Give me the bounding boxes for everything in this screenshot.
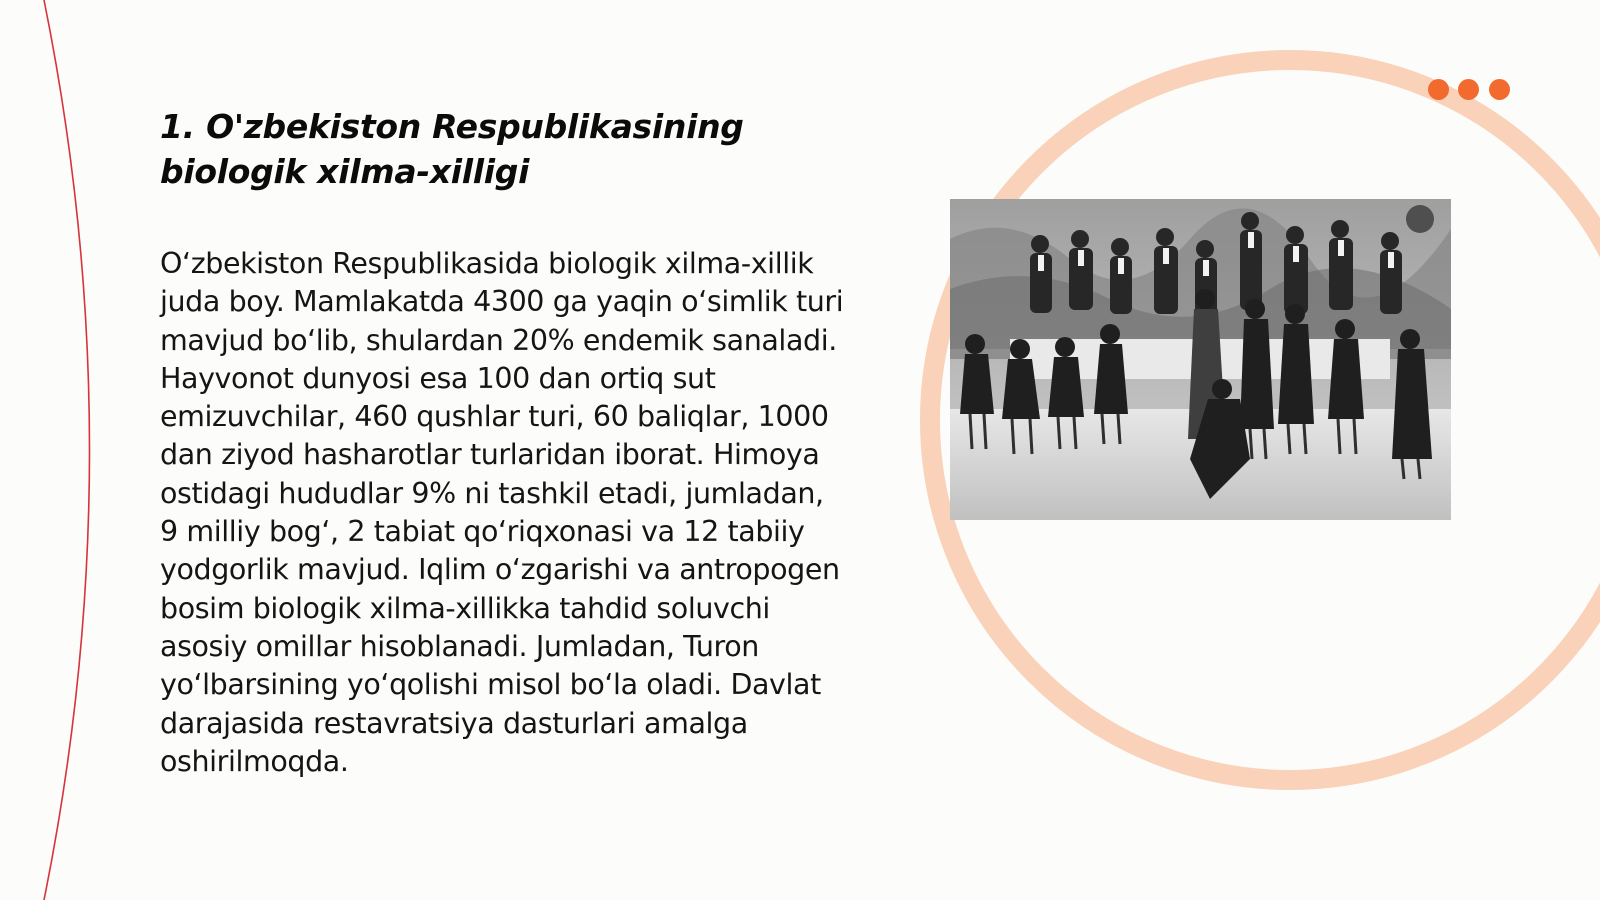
title-line-2: biologik xilma-xilligi bbox=[160, 152, 530, 191]
dot-icon bbox=[1489, 79, 1510, 100]
photo-image bbox=[950, 199, 1451, 520]
slide-title bbox=[160, 104, 800, 194]
photo-icon bbox=[950, 199, 1451, 520]
dot-icon bbox=[1428, 79, 1449, 100]
left-red-curve bbox=[44, 0, 90, 900]
title-line-1: 1. O'zbekiston Respublikasining bbox=[160, 107, 744, 146]
slide-body-text: O‘zbekiston Respublikasida biologik xilma-xillik juda boy. Mamlakatda 4300 ga yaqin o‘simlik turi mavjud bo‘lib, shulardan 20% endemik sanaladi. Hayvonot dunyosi esa 100 dan ortiq sut emizuvchilar, 460 qushlar turi, 60 baliqlar, 1000 dan ziyod hasharotlar turlaridan iborat. Himoya ostidagi hududlar 9% ni tashkil etadi, jumladan, 9 milliy bog‘, 2 tabiat qo‘riqxonasi va 12 tabiiy yodgorlik mavjud. Iqlim o‘zgarishi va antropogen bosim biologik xilma-xillikka tahdid soluvchi asosiy omillar hisoblanadi. Jumladan, Turon yo‘lbarsining yo‘qolishi misol bo‘la oladi. Davlat darajasida restavratsiya dasturlari amalga oshirilmoqda. bbox=[160, 247, 844, 778]
menu-dots-icon bbox=[1428, 79, 1510, 101]
dot-icon bbox=[1458, 79, 1479, 100]
